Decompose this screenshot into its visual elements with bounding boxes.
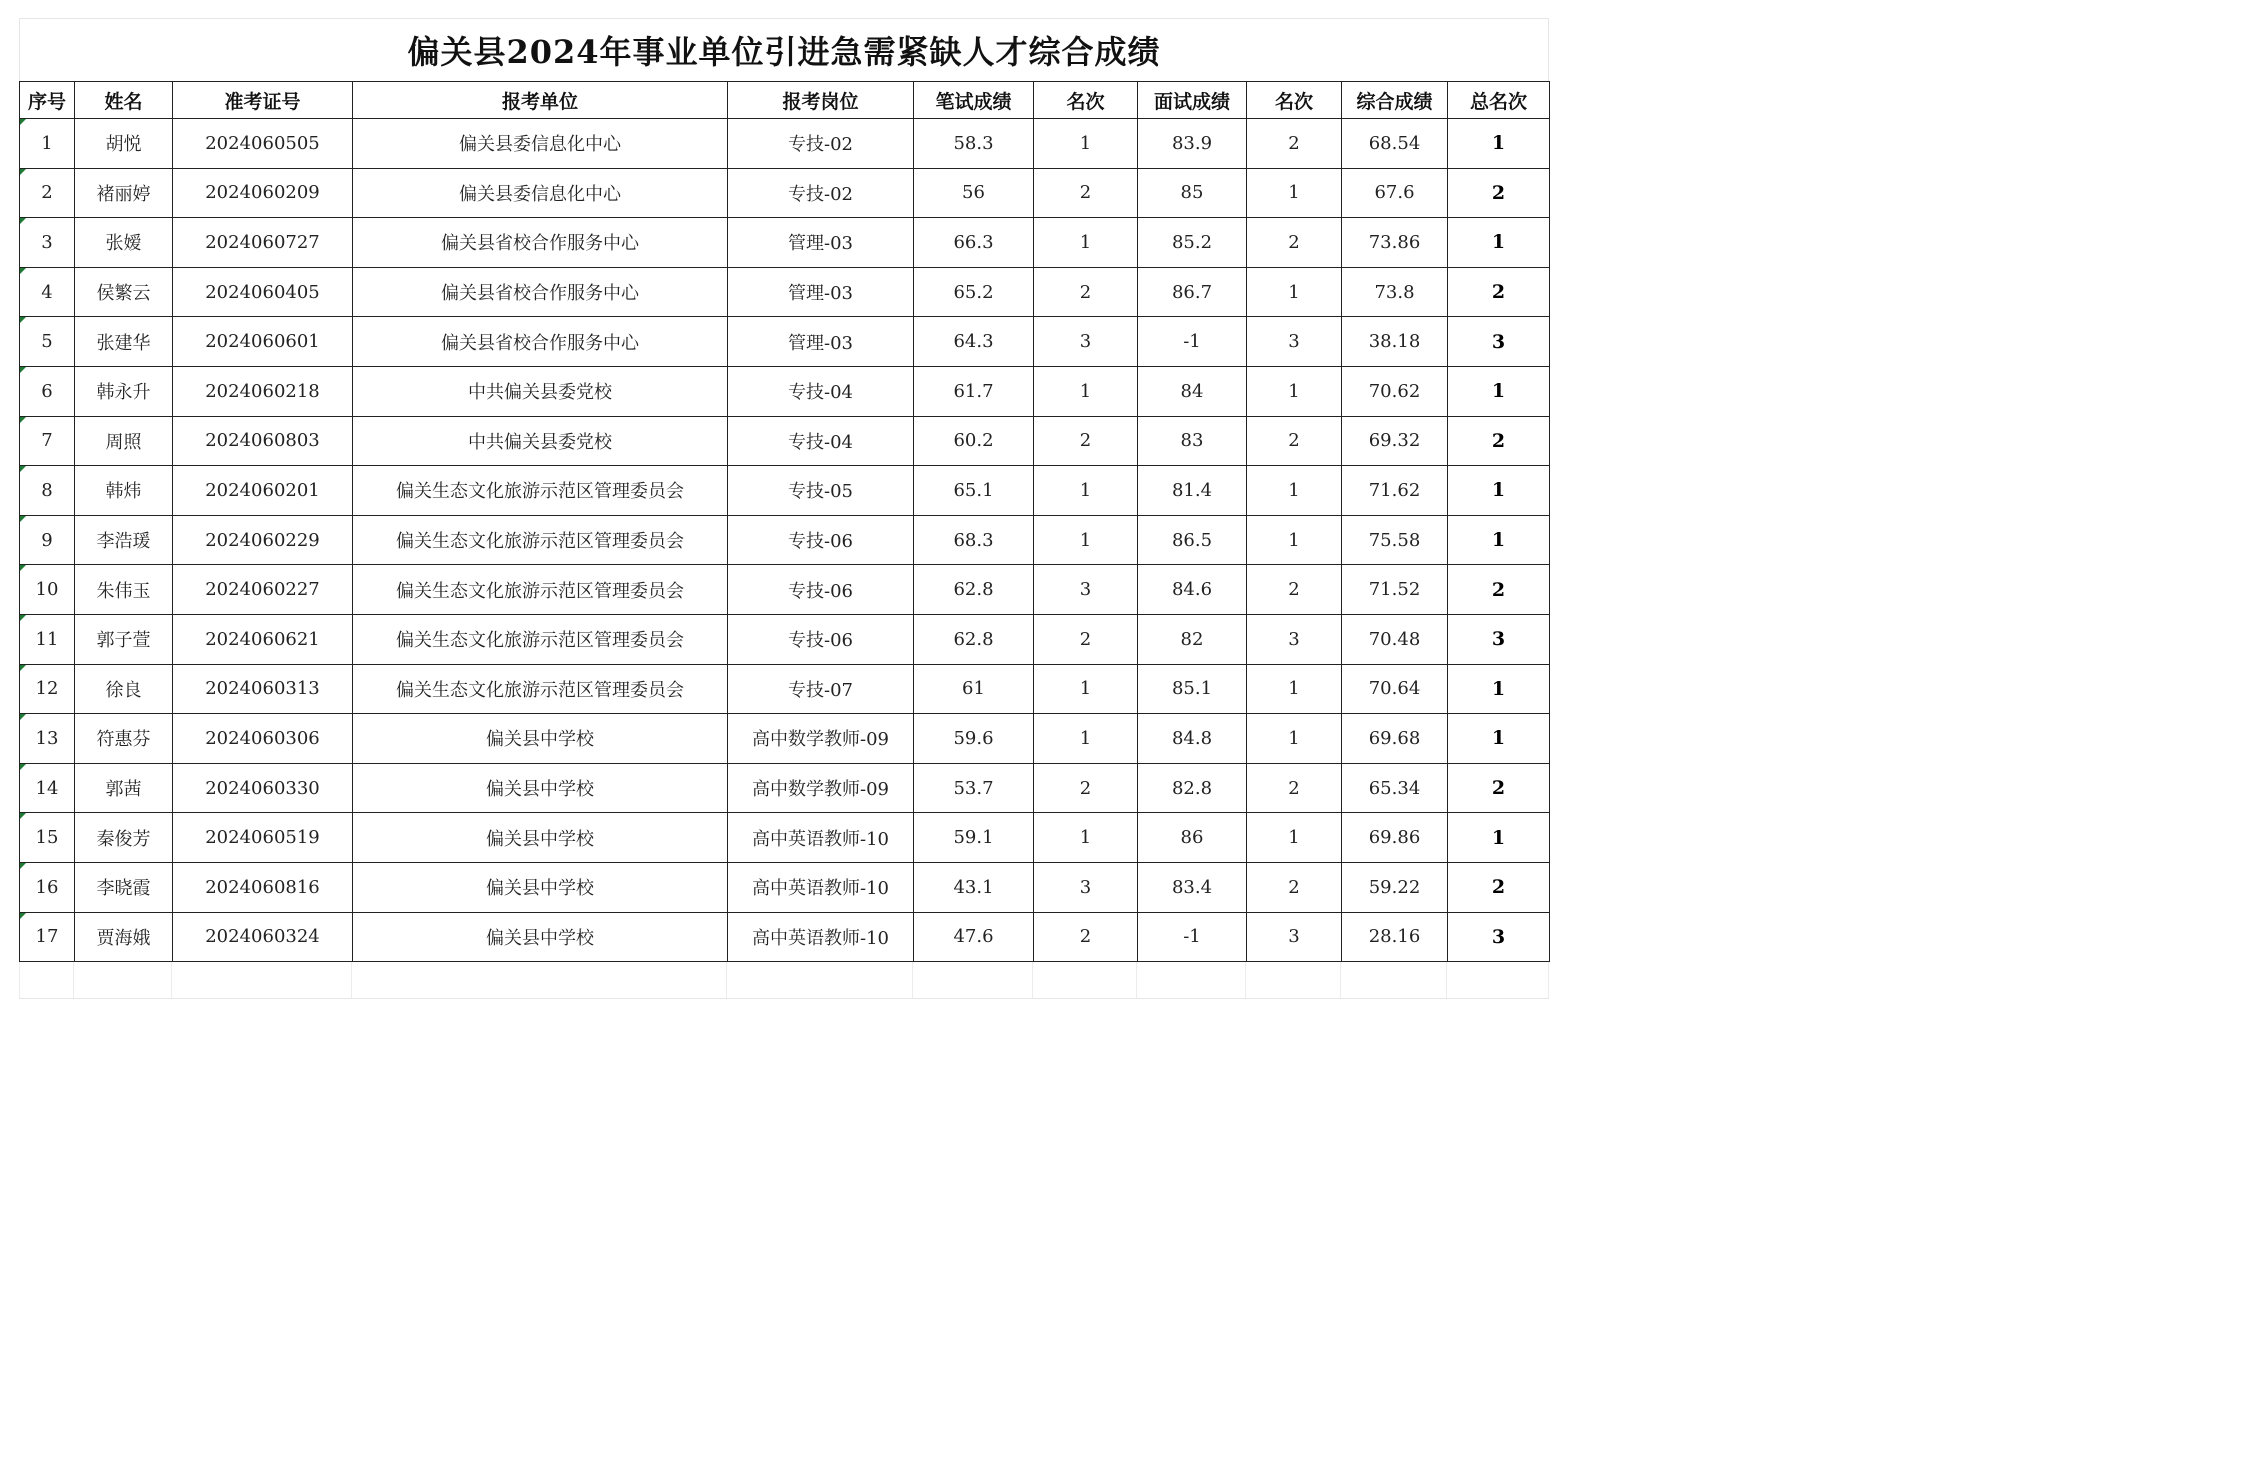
- empty-cell[interactable]: [19, 962, 74, 998]
- table-body: [20, 119, 1550, 962]
- cell-index[interactable]: 8: [20, 466, 75, 516]
- cell-written-rank[interactable]: 3: [1034, 862, 1138, 912]
- empty-cell[interactable]: [352, 962, 727, 998]
- cell-index[interactable]: 7: [20, 416, 75, 466]
- header-cell-total-rank[interactable]: 总名次: [1448, 82, 1550, 119]
- header-cell-combined-score[interactable]: 综合成绩: [1342, 82, 1448, 119]
- cell-interview-score[interactable]: 81.4: [1138, 466, 1247, 516]
- cell-interview-score[interactable]: 86.5: [1138, 515, 1247, 565]
- cell-interview-rank[interactable]: 1: [1247, 714, 1342, 764]
- cell-written-rank[interactable]: 2: [1034, 763, 1138, 813]
- cell-name[interactable]: 韩炜: [75, 466, 173, 516]
- table-row: [20, 466, 1550, 516]
- cell-position[interactable]: 管理-03: [728, 267, 914, 317]
- cell-unit[interactable]: 偏关县中学校: [353, 813, 728, 863]
- cell-exam-id[interactable]: 2024060601: [173, 317, 353, 367]
- cell-interview-score[interactable]: 84: [1138, 366, 1247, 416]
- cell-position[interactable]: 专技-06: [728, 565, 914, 615]
- cell-position[interactable]: 专技-06: [728, 515, 914, 565]
- table-row: [20, 813, 1550, 863]
- cell-name[interactable]: 周照: [75, 416, 173, 466]
- cell-written-score[interactable]: 59.1: [914, 813, 1034, 863]
- table-row: [20, 614, 1550, 664]
- cell-exam-id[interactable]: 2024060621: [173, 614, 353, 664]
- cell-exam-id[interactable]: 2024060405: [173, 267, 353, 317]
- cell-unit[interactable]: 偏关县中学校: [353, 862, 728, 912]
- cell-interview-rank[interactable]: 2: [1247, 763, 1342, 813]
- cell-written-score[interactable]: 66.3: [914, 218, 1034, 268]
- cell-name[interactable]: 张建华: [75, 317, 173, 367]
- cell-combined-score[interactable]: 70.48: [1342, 614, 1448, 664]
- empty-cell[interactable]: [74, 962, 172, 998]
- cell-written-score[interactable]: 61: [914, 664, 1034, 714]
- cell-interview-score[interactable]: 86: [1138, 813, 1247, 863]
- cell-interview-rank[interactable]: 1: [1247, 168, 1342, 218]
- table-row: [20, 664, 1550, 714]
- cell-interview-score[interactable]: 84.8: [1138, 714, 1247, 764]
- cell-written-rank[interactable]: 3: [1034, 565, 1138, 615]
- table-row: [20, 416, 1550, 466]
- cell-unit[interactable]: 偏关县中学校: [353, 912, 728, 962]
- cell-name[interactable]: 侯繁云: [75, 267, 173, 317]
- cell-total-rank[interactable]: 2: [1448, 565, 1550, 615]
- cell-total-rank[interactable]: 1: [1448, 714, 1550, 764]
- cell-written-score[interactable]: 64.3: [914, 317, 1034, 367]
- cell-exam-id[interactable]: 2024060324: [173, 912, 353, 962]
- cell-written-rank[interactable]: 1: [1034, 119, 1138, 169]
- cell-interview-score[interactable]: 85: [1138, 168, 1247, 218]
- cell-name[interactable]: 徐良: [75, 664, 173, 714]
- cell-written-rank[interactable]: 1: [1034, 366, 1138, 416]
- cell-exam-id[interactable]: 2024060229: [173, 515, 353, 565]
- cell-total-rank[interactable]: 1: [1448, 119, 1550, 169]
- cell-total-rank[interactable]: 3: [1448, 614, 1550, 664]
- cell-interview-score[interactable]: -1: [1138, 912, 1247, 962]
- cell-index[interactable]: 9: [20, 515, 75, 565]
- cell-unit[interactable]: 偏关县中学校: [353, 714, 728, 764]
- empty-cell[interactable]: [172, 962, 352, 998]
- cell-written-rank[interactable]: 2: [1034, 267, 1138, 317]
- empty-cell[interactable]: [1341, 962, 1447, 998]
- cell-written-rank[interactable]: 2: [1034, 168, 1138, 218]
- cell-exam-id[interactable]: 2024060519: [173, 813, 353, 863]
- cell-index[interactable]: 2: [20, 168, 75, 218]
- page-title: 偏关县2024年事业单位引进急需紧缺人才综合成绩: [19, 18, 1549, 81]
- cell-total-rank[interactable]: 3: [1448, 317, 1550, 367]
- cell-position[interactable]: 管理-03: [728, 317, 914, 367]
- cell-exam-id[interactable]: 2024060218: [173, 366, 353, 416]
- cell-combined-score[interactable]: 59.22: [1342, 862, 1448, 912]
- empty-cell[interactable]: [1137, 962, 1246, 998]
- cell-combined-score[interactable]: 69.86: [1342, 813, 1448, 863]
- cell-name[interactable]: 朱伟玉: [75, 565, 173, 615]
- cell-written-score[interactable]: 62.8: [914, 565, 1034, 615]
- cell-position[interactable]: 高中英语教师-10: [728, 813, 914, 863]
- cell-written-score[interactable]: 53.7: [914, 763, 1034, 813]
- cell-combined-score[interactable]: 71.62: [1342, 466, 1448, 516]
- cell-position[interactable]: 高中英语教师-10: [728, 912, 914, 962]
- cell-combined-score[interactable]: 71.52: [1342, 565, 1448, 615]
- cell-interview-rank[interactable]: 2: [1247, 218, 1342, 268]
- cell-total-rank[interactable]: 2: [1448, 267, 1550, 317]
- cell-position[interactable]: 高中数学教师-09: [728, 763, 914, 813]
- cell-total-rank[interactable]: 2: [1448, 168, 1550, 218]
- cell-exam-id[interactable]: 2024060727: [173, 218, 353, 268]
- cell-combined-score[interactable]: 75.58: [1342, 515, 1448, 565]
- cell-written-score[interactable]: 65.2: [914, 267, 1034, 317]
- header-cell-exam-id[interactable]: 准考证号: [173, 82, 353, 119]
- cell-total-rank[interactable]: 1: [1448, 218, 1550, 268]
- cell-interview-rank[interactable]: 1: [1247, 515, 1342, 565]
- cell-interview-rank[interactable]: 3: [1247, 317, 1342, 367]
- cell-interview-rank[interactable]: 3: [1247, 912, 1342, 962]
- cell-index[interactable]: 14: [20, 763, 75, 813]
- cell-combined-score[interactable]: 67.6: [1342, 168, 1448, 218]
- table-row: [20, 218, 1550, 268]
- cell-name[interactable]: 郭茜: [75, 763, 173, 813]
- cell-interview-score[interactable]: 82.8: [1138, 763, 1247, 813]
- cell-unit[interactable]: 偏关生态文化旅游示范区管理委员会: [353, 664, 728, 714]
- cell-written-rank[interactable]: 2: [1034, 614, 1138, 664]
- cell-total-rank[interactable]: 2: [1448, 763, 1550, 813]
- header-cell-position[interactable]: 报考岗位: [728, 82, 914, 119]
- cell-position[interactable]: 专技-07: [728, 664, 914, 714]
- table-row: [20, 168, 1550, 218]
- cell-total-rank[interactable]: 2: [1448, 862, 1550, 912]
- cell-written-score[interactable]: 43.1: [914, 862, 1034, 912]
- cell-name[interactable]: 李浩瑗: [75, 515, 173, 565]
- cell-written-rank[interactable]: 1: [1034, 664, 1138, 714]
- cell-unit[interactable]: 偏关生态文化旅游示范区管理委员会: [353, 515, 728, 565]
- table-row: [20, 119, 1550, 169]
- cell-position[interactable]: 专技-04: [728, 416, 914, 466]
- cell-interview-rank[interactable]: 2: [1247, 416, 1342, 466]
- cell-combined-score[interactable]: 73.86: [1342, 218, 1448, 268]
- cell-interview-score[interactable]: 85.1: [1138, 664, 1247, 714]
- cell-index[interactable]: 4: [20, 267, 75, 317]
- empty-cell[interactable]: [1447, 962, 1549, 998]
- cell-index[interactable]: 13: [20, 714, 75, 764]
- cell-index[interactable]: 17: [20, 912, 75, 962]
- header-cell-interview-rank[interactable]: 名次: [1247, 82, 1342, 119]
- cell-unit[interactable]: 偏关生态文化旅游示范区管理委员会: [353, 565, 728, 615]
- cell-interview-rank[interactable]: 1: [1247, 813, 1342, 863]
- cell-name[interactable]: 贾海娥: [75, 912, 173, 962]
- cell-unit[interactable]: 偏关县中学校: [353, 763, 728, 813]
- cell-name[interactable]: 褚丽婷: [75, 168, 173, 218]
- cell-exam-id[interactable]: 2024060227: [173, 565, 353, 615]
- cell-unit[interactable]: 偏关生态文化旅游示范区管理委员会: [353, 614, 728, 664]
- cell-combined-score[interactable]: 70.64: [1342, 664, 1448, 714]
- cell-interview-rank[interactable]: 1: [1247, 664, 1342, 714]
- cell-written-score[interactable]: 60.2: [914, 416, 1034, 466]
- cell-unit[interactable]: 中共偏关县委党校: [353, 416, 728, 466]
- header-cell-name[interactable]: 姓名: [75, 82, 173, 119]
- table-row: [20, 763, 1550, 813]
- cell-interview-score[interactable]: 85.2: [1138, 218, 1247, 268]
- table-row: [20, 366, 1550, 416]
- cell-position[interactable]: 专技-02: [728, 119, 914, 169]
- cell-unit[interactable]: 中共偏关县委党校: [353, 366, 728, 416]
- cell-name[interactable]: 胡悦: [75, 119, 173, 169]
- cell-index[interactable]: 10: [20, 565, 75, 615]
- cell-written-score[interactable]: 65.1: [914, 466, 1034, 516]
- cell-name[interactable]: 符惠芬: [75, 714, 173, 764]
- cell-interview-rank[interactable]: 3: [1247, 614, 1342, 664]
- cell-interview-score[interactable]: 83.4: [1138, 862, 1247, 912]
- cell-combined-score[interactable]: 70.62: [1342, 366, 1448, 416]
- cell-name[interactable]: 李晓霞: [75, 862, 173, 912]
- cell-index[interactable]: 3: [20, 218, 75, 268]
- empty-spreadsheet-row: [19, 962, 1549, 999]
- cell-unit[interactable]: 偏关县委信息化中心: [353, 168, 728, 218]
- cell-total-rank[interactable]: 1: [1448, 813, 1550, 863]
- cell-interview-rank[interactable]: 2: [1247, 119, 1342, 169]
- header-cell-written-rank[interactable]: 名次: [1034, 82, 1138, 119]
- empty-cell[interactable]: [727, 962, 913, 998]
- cell-unit[interactable]: 偏关县省校合作服务中心: [353, 317, 728, 367]
- cell-interview-score[interactable]: 83: [1138, 416, 1247, 466]
- cell-combined-score[interactable]: 65.34: [1342, 763, 1448, 813]
- cell-name[interactable]: 张嫒: [75, 218, 173, 268]
- cell-interview-score[interactable]: 84.6: [1138, 565, 1247, 615]
- cell-exam-id[interactable]: 2024060803: [173, 416, 353, 466]
- cell-position[interactable]: 专技-06: [728, 614, 914, 664]
- cell-combined-score[interactable]: 73.8: [1342, 267, 1448, 317]
- cell-combined-score[interactable]: 69.68: [1342, 714, 1448, 764]
- cell-written-score[interactable]: 62.8: [914, 614, 1034, 664]
- table-row: [20, 267, 1550, 317]
- cell-interview-score[interactable]: 83.9: [1138, 119, 1247, 169]
- cell-written-rank[interactable]: 1: [1034, 466, 1138, 516]
- cell-index[interactable]: 11: [20, 614, 75, 664]
- cell-written-score[interactable]: 59.6: [914, 714, 1034, 764]
- cell-exam-id[interactable]: 2024060209: [173, 168, 353, 218]
- cell-position[interactable]: 专技-04: [728, 366, 914, 416]
- header-cell-index[interactable]: 序号: [20, 82, 75, 119]
- cell-exam-id[interactable]: 2024060313: [173, 664, 353, 714]
- cell-position[interactable]: 专技-05: [728, 466, 914, 516]
- empty-cell[interactable]: [913, 962, 1033, 998]
- cell-position[interactable]: 管理-03: [728, 218, 914, 268]
- cell-combined-score[interactable]: 38.18: [1342, 317, 1448, 367]
- cell-combined-score[interactable]: 68.54: [1342, 119, 1448, 169]
- cell-exam-id[interactable]: 2024060816: [173, 862, 353, 912]
- cell-written-rank[interactable]: 1: [1034, 813, 1138, 863]
- cell-position[interactable]: 高中数学教师-09: [728, 714, 914, 764]
- table-row: [20, 565, 1550, 615]
- header-cell-unit[interactable]: 报考单位: [353, 82, 728, 119]
- cell-interview-rank[interactable]: 2: [1247, 565, 1342, 615]
- cell-interview-rank[interactable]: 1: [1247, 366, 1342, 416]
- cell-written-score[interactable]: 58.3: [914, 119, 1034, 169]
- cell-interview-rank[interactable]: 2: [1247, 862, 1342, 912]
- cell-unit[interactable]: 偏关县委信息化中心: [353, 119, 728, 169]
- cell-total-rank[interactable]: 1: [1448, 664, 1550, 714]
- cell-written-rank[interactable]: 2: [1034, 416, 1138, 466]
- cell-combined-score[interactable]: 69.32: [1342, 416, 1448, 466]
- header-cell-written-score[interactable]: 笔试成绩: [914, 82, 1034, 119]
- cell-unit[interactable]: 偏关生态文化旅游示范区管理委员会: [353, 466, 728, 516]
- header-cell-interview-score[interactable]: 面试成绩: [1138, 82, 1247, 119]
- cell-exam-id[interactable]: 2024060306: [173, 714, 353, 764]
- empty-cell[interactable]: [1033, 962, 1137, 998]
- cell-name[interactable]: 韩永升: [75, 366, 173, 416]
- cell-written-rank[interactable]: 1: [1034, 714, 1138, 764]
- cell-name[interactable]: 秦俊芳: [75, 813, 173, 863]
- cell-written-rank[interactable]: 1: [1034, 218, 1138, 268]
- cell-position[interactable]: 高中英语教师-10: [728, 862, 914, 912]
- cell-total-rank[interactable]: 1: [1448, 466, 1550, 516]
- spreadsheet: [19, 18, 1549, 999]
- cell-total-rank[interactable]: 1: [1448, 515, 1550, 565]
- cell-index[interactable]: 15: [20, 813, 75, 863]
- cell-index[interactable]: 1: [20, 119, 75, 169]
- cell-unit[interactable]: 偏关县省校合作服务中心: [353, 267, 728, 317]
- table-row: [20, 515, 1550, 565]
- cell-index[interactable]: 5: [20, 317, 75, 367]
- cell-written-score[interactable]: 68.3: [914, 515, 1034, 565]
- table-row: [20, 862, 1550, 912]
- cell-index[interactable]: 12: [20, 664, 75, 714]
- cell-exam-id[interactable]: 2024060505: [173, 119, 353, 169]
- cell-total-rank[interactable]: 2: [1448, 416, 1550, 466]
- cell-written-rank[interactable]: 3: [1034, 317, 1138, 367]
- cell-total-rank[interactable]: 1: [1448, 366, 1550, 416]
- cell-interview-rank[interactable]: 1: [1247, 466, 1342, 516]
- empty-cell[interactable]: [1246, 962, 1341, 998]
- cell-written-score[interactable]: 47.6: [914, 912, 1034, 962]
- cell-written-score[interactable]: 61.7: [914, 366, 1034, 416]
- cell-index[interactable]: 6: [20, 366, 75, 416]
- table-row: [20, 317, 1550, 367]
- cell-interview-score[interactable]: -1: [1138, 317, 1247, 367]
- table-row: [20, 912, 1550, 962]
- cell-interview-rank[interactable]: 1: [1247, 267, 1342, 317]
- cell-interview-score[interactable]: 82: [1138, 614, 1247, 664]
- cell-index[interactable]: 16: [20, 862, 75, 912]
- cell-total-rank[interactable]: 3: [1448, 912, 1550, 962]
- cell-written-rank[interactable]: 2: [1034, 912, 1138, 962]
- cell-interview-score[interactable]: 86.7: [1138, 267, 1247, 317]
- cell-position[interactable]: 专技-02: [728, 168, 914, 218]
- cell-name[interactable]: 郭子萱: [75, 614, 173, 664]
- header-row: [20, 82, 1550, 119]
- cell-written-rank[interactable]: 1: [1034, 515, 1138, 565]
- scores-table: [19, 81, 1550, 962]
- cell-exam-id[interactable]: 2024060330: [173, 763, 353, 813]
- cell-written-score[interactable]: 56: [914, 168, 1034, 218]
- table-row: [20, 714, 1550, 764]
- cell-unit[interactable]: 偏关县省校合作服务中心: [353, 218, 728, 268]
- cell-combined-score[interactable]: 28.16: [1342, 912, 1448, 962]
- cell-exam-id[interactable]: 2024060201: [173, 466, 353, 516]
